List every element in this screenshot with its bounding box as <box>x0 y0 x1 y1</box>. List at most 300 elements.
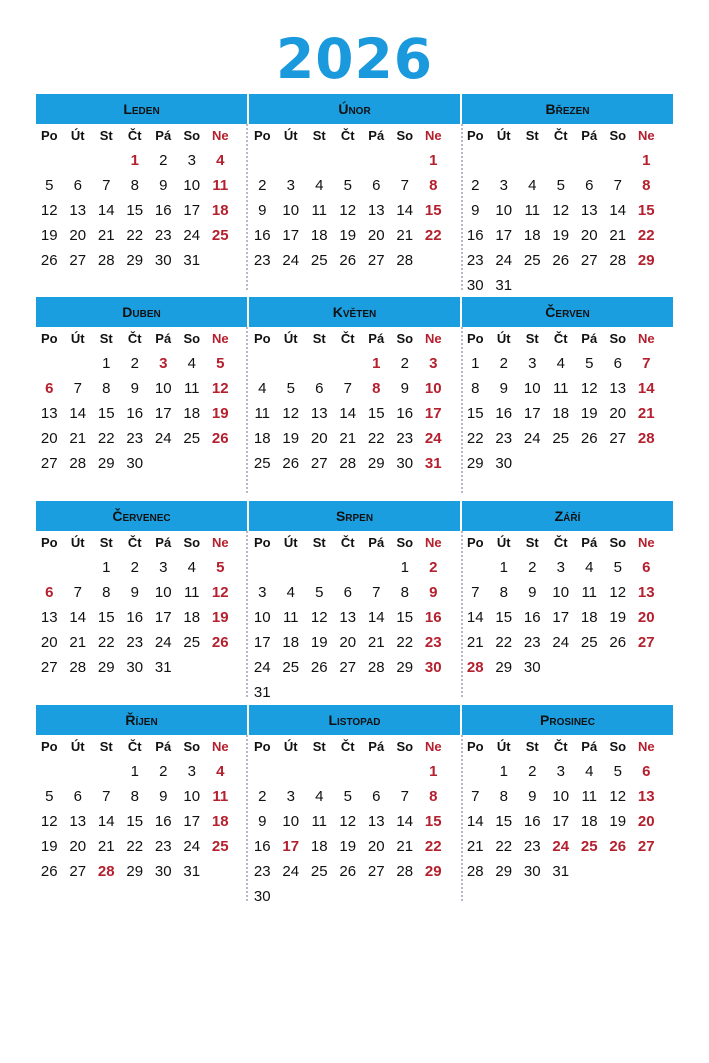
day-cell: 15 <box>466 405 484 422</box>
day-cell: 6 <box>585 177 594 194</box>
day-cell: 14 <box>609 202 627 219</box>
day-cell: 26 <box>211 430 229 447</box>
day-cell: 8 <box>499 788 508 805</box>
weekday-label: St <box>525 331 539 346</box>
day-cell: 20 <box>310 430 328 447</box>
day-cell: 15 <box>495 813 513 830</box>
day-cell: 30 <box>126 659 144 676</box>
day-cell: 8 <box>471 380 480 397</box>
day-cell: 15 <box>396 609 414 626</box>
day-cell: 3 <box>556 763 565 780</box>
weekday-label: St <box>99 128 113 143</box>
day-cell: 6 <box>613 355 622 372</box>
day-cell: 6 <box>343 584 352 601</box>
weekday-label: Ne <box>211 128 229 143</box>
day-cell: 17 <box>154 405 172 422</box>
empty-cell <box>604 148 633 173</box>
day-cell: 25 <box>310 863 328 880</box>
day-cell: 26 <box>40 863 58 880</box>
column-divider <box>246 735 248 901</box>
weekday-label: Pá <box>368 128 385 143</box>
day-cell: 24 <box>552 634 570 651</box>
weekday-label: So <box>183 331 201 346</box>
day-cell: 10 <box>253 609 271 626</box>
day-cell: 19 <box>211 609 229 626</box>
weekday-label: Po <box>253 535 271 550</box>
day-cell: 31 <box>495 277 513 294</box>
day-cell: 5 <box>343 177 352 194</box>
day-cell: 6 <box>372 788 381 805</box>
weekday-label: Út <box>70 128 85 143</box>
month-block <box>35 705 247 905</box>
weekday-label: Čt <box>340 739 355 754</box>
month-block <box>461 297 673 497</box>
day-cell: 2 <box>159 763 168 780</box>
weekday-label: Po <box>40 739 58 754</box>
month-name: Červen <box>461 297 673 327</box>
weekday-label: Čt <box>127 128 142 143</box>
day-cell: 28 <box>339 455 357 472</box>
day-cell: 18 <box>183 609 201 626</box>
day-cell: 14 <box>97 813 115 830</box>
day-cell: 4 <box>258 380 267 397</box>
day-cell: 24 <box>183 838 201 855</box>
day-cell: 31 <box>253 684 271 701</box>
day-cell: 20 <box>609 405 627 422</box>
column-divider <box>246 124 248 290</box>
day-cell: 16 <box>523 609 541 626</box>
day-cell: 10 <box>154 584 172 601</box>
day-cell: 19 <box>211 405 229 422</box>
day-cell: 7 <box>471 788 480 805</box>
day-cell: 22 <box>466 430 484 447</box>
day-cell: 12 <box>609 584 627 601</box>
empty-cell <box>305 759 334 784</box>
day-cell: 9 <box>499 380 508 397</box>
weekday-label: Pá <box>155 331 172 346</box>
month-name: Červenec <box>35 501 247 531</box>
day-cell: 15 <box>424 813 442 830</box>
day-cell: 4 <box>315 788 324 805</box>
day-cell: 3 <box>159 559 168 576</box>
month-block <box>461 705 673 905</box>
day-cell: 1 <box>499 763 508 780</box>
day-cell: 12 <box>339 813 357 830</box>
day-cell: 28 <box>97 863 115 880</box>
day-cell: 14 <box>367 609 385 626</box>
weekday-label: So <box>609 739 627 754</box>
month-block <box>248 297 460 497</box>
day-cell: 13 <box>310 405 328 422</box>
empty-cell <box>277 555 306 580</box>
weekday-label: Čt <box>127 331 142 346</box>
day-cell: 19 <box>40 227 58 244</box>
day-cell: 30 <box>424 659 442 676</box>
day-cell: 23 <box>466 252 484 269</box>
day-cell: 10 <box>424 380 442 397</box>
day-cell: 6 <box>642 559 651 576</box>
day-cell: 16 <box>495 405 513 422</box>
day-cell: 25 <box>523 252 541 269</box>
day-cell: 25 <box>580 838 598 855</box>
day-cell: 6 <box>45 380 54 397</box>
empty-cell <box>334 148 363 173</box>
day-cell: 10 <box>154 380 172 397</box>
month-day-grid <box>461 531 673 680</box>
weekday-label: Po <box>40 535 58 550</box>
column-divider <box>461 531 463 697</box>
empty-cell <box>334 351 363 376</box>
day-cell: 17 <box>424 405 442 422</box>
day-cell: 12 <box>40 202 58 219</box>
day-cell: 23 <box>495 430 513 447</box>
weekday-label: So <box>396 128 414 143</box>
weekday-label: Čt <box>553 535 568 550</box>
weekday-label: Pá <box>155 128 172 143</box>
day-cell: 26 <box>609 838 627 855</box>
empty-cell <box>64 555 93 580</box>
day-cell: 27 <box>310 455 328 472</box>
day-cell: 16 <box>424 609 442 626</box>
empty-cell <box>277 351 306 376</box>
day-cell: 2 <box>471 177 480 194</box>
day-cell: 25 <box>183 430 201 447</box>
weekday-label: Čt <box>340 128 355 143</box>
day-cell: 28 <box>97 252 115 269</box>
day-cell: 13 <box>40 405 58 422</box>
day-cell: 21 <box>396 838 414 855</box>
weekday-label: Čt <box>553 128 568 143</box>
day-cell: 20 <box>580 227 598 244</box>
day-cell: 4 <box>585 763 594 780</box>
weekday-label: Pá <box>368 535 385 550</box>
weekday-label: St <box>525 128 539 143</box>
empty-cell <box>248 351 277 376</box>
day-cell: 19 <box>552 227 570 244</box>
day-cell: 25 <box>282 659 300 676</box>
day-cell: 19 <box>609 813 627 830</box>
weekday-label: So <box>183 739 201 754</box>
weekday-label: So <box>396 739 414 754</box>
day-cell: 12 <box>40 813 58 830</box>
day-cell: 13 <box>637 584 655 601</box>
day-cell: 13 <box>580 202 598 219</box>
weekday-label: Út <box>496 128 511 143</box>
weekday-label: St <box>312 128 326 143</box>
day-cell: 12 <box>552 202 570 219</box>
day-cell: 7 <box>343 380 352 397</box>
day-cell: 11 <box>282 609 299 626</box>
empty-cell <box>391 759 420 784</box>
day-cell: 22 <box>97 634 115 651</box>
day-cell: 19 <box>339 227 357 244</box>
day-cell: 7 <box>613 177 622 194</box>
day-cell: 20 <box>367 227 385 244</box>
day-cell: 16 <box>154 813 172 830</box>
weekday-label: Út <box>283 331 298 346</box>
day-cell: 23 <box>126 430 144 447</box>
day-cell: 9 <box>400 380 409 397</box>
day-cell: 26 <box>339 252 357 269</box>
day-cell: 30 <box>396 455 414 472</box>
day-cell: 5 <box>343 788 352 805</box>
empty-cell <box>362 555 391 580</box>
day-cell: 1 <box>130 763 139 780</box>
month-name: Prosinec <box>461 705 673 735</box>
weekday-label: Pá <box>155 739 172 754</box>
day-cell: 15 <box>424 202 442 219</box>
day-cell: 12 <box>282 405 300 422</box>
day-cell: 29 <box>367 455 385 472</box>
day-cell: 11 <box>212 177 229 194</box>
empty-cell <box>391 148 420 173</box>
empty-cell <box>362 759 391 784</box>
day-cell: 8 <box>102 584 111 601</box>
weekday-label: St <box>99 739 113 754</box>
weekday-label: Pá <box>581 128 598 143</box>
day-cell: 9 <box>429 584 438 601</box>
month-row <box>35 94 673 294</box>
day-cell: 8 <box>429 177 438 194</box>
weekday-label: So <box>609 331 627 346</box>
day-cell: 26 <box>609 634 627 651</box>
empty-cell <box>35 555 64 580</box>
day-cell: 28 <box>396 252 414 269</box>
weekday-label: Út <box>496 331 511 346</box>
day-cell: 13 <box>367 202 385 219</box>
day-cell: 24 <box>183 227 201 244</box>
day-cell: 27 <box>339 659 357 676</box>
day-cell: 7 <box>400 788 409 805</box>
day-cell: 18 <box>211 813 229 830</box>
day-cell: 14 <box>339 405 357 422</box>
weekday-label: Pá <box>581 331 598 346</box>
day-cell: 13 <box>339 609 357 626</box>
empty-cell <box>35 148 64 173</box>
day-cell: 30 <box>154 252 172 269</box>
day-cell: 27 <box>69 863 87 880</box>
day-cell: 4 <box>585 559 594 576</box>
day-cell: 2 <box>159 152 168 169</box>
day-cell: 9 <box>159 788 168 805</box>
day-cell: 11 <box>311 202 328 219</box>
weekday-label: Út <box>283 128 298 143</box>
day-cell: 25 <box>211 838 229 855</box>
empty-cell <box>362 148 391 173</box>
day-cell: 14 <box>466 813 484 830</box>
day-cell: 18 <box>253 430 271 447</box>
day-cell: 7 <box>400 177 409 194</box>
day-cell: 23 <box>253 863 271 880</box>
month-name: Říjen <box>35 705 247 735</box>
day-cell: 14 <box>69 609 87 626</box>
weekday-label: Po <box>466 535 484 550</box>
day-cell: 14 <box>396 202 414 219</box>
day-cell: 3 <box>286 177 295 194</box>
day-cell: 23 <box>154 838 172 855</box>
empty-cell <box>64 759 93 784</box>
weekday-label: So <box>396 331 414 346</box>
day-cell: 1 <box>102 355 111 372</box>
weekday-label: Ne <box>424 331 442 346</box>
day-cell: 4 <box>216 763 225 780</box>
day-cell: 18 <box>523 227 541 244</box>
month-name: Únor <box>248 94 460 124</box>
day-cell: 9 <box>130 584 139 601</box>
month-name: Listopad <box>248 705 460 735</box>
weekday-label: St <box>99 331 113 346</box>
empty-cell <box>35 759 64 784</box>
weekday-label: Ne <box>637 128 655 143</box>
weekday-label: Čt <box>340 535 355 550</box>
day-cell: 18 <box>211 202 229 219</box>
day-cell: 22 <box>424 838 442 855</box>
day-cell: 6 <box>73 788 82 805</box>
day-cell: 22 <box>495 634 513 651</box>
day-cell: 25 <box>580 634 598 651</box>
day-cell: 8 <box>499 584 508 601</box>
day-cell: 10 <box>282 202 300 219</box>
day-cell: 2 <box>258 788 267 805</box>
day-cell: 21 <box>637 405 655 422</box>
empty-cell <box>305 351 334 376</box>
weekday-label: So <box>396 535 414 550</box>
day-cell: 27 <box>40 455 58 472</box>
day-cell: 9 <box>159 177 168 194</box>
day-cell: 3 <box>258 584 267 601</box>
weekday-label: Čt <box>127 535 142 550</box>
day-cell: 11 <box>254 405 271 422</box>
weekday-label: Ne <box>424 128 442 143</box>
month-name: Duben <box>35 297 247 327</box>
day-cell: 8 <box>130 788 139 805</box>
day-cell: 24 <box>523 430 541 447</box>
day-cell: 17 <box>523 405 541 422</box>
day-cell: 20 <box>637 609 655 626</box>
month-day-grid <box>35 327 247 476</box>
day-cell: 17 <box>282 227 300 244</box>
empty-cell <box>35 351 64 376</box>
day-cell: 29 <box>126 863 144 880</box>
month-name: Leden <box>35 94 247 124</box>
weekday-label: Pá <box>155 535 172 550</box>
day-cell: 3 <box>187 763 196 780</box>
weekday-label: St <box>525 739 539 754</box>
day-cell: 6 <box>642 763 651 780</box>
day-cell: 3 <box>556 559 565 576</box>
weekday-label: Út <box>496 739 511 754</box>
day-cell: 5 <box>45 788 54 805</box>
day-cell: 22 <box>637 227 655 244</box>
day-cell: 24 <box>552 838 570 855</box>
month-block <box>461 94 673 294</box>
day-cell: 26 <box>40 252 58 269</box>
column-divider <box>246 531 248 697</box>
day-cell: 1 <box>102 559 111 576</box>
empty-cell <box>248 555 277 580</box>
day-cell: 18 <box>580 813 598 830</box>
day-cell: 6 <box>45 584 54 601</box>
day-cell: 18 <box>183 405 201 422</box>
day-cell: 28 <box>69 659 87 676</box>
day-cell: 15 <box>126 202 144 219</box>
day-cell: 12 <box>211 380 229 397</box>
month-day-grid <box>248 124 460 273</box>
day-cell: 16 <box>523 813 541 830</box>
day-cell: 21 <box>69 634 87 651</box>
day-cell: 31 <box>183 252 201 269</box>
month-name: Srpen <box>248 501 460 531</box>
weekday-label: Ne <box>211 331 229 346</box>
weekday-label: Po <box>253 128 271 143</box>
day-cell: 19 <box>40 838 58 855</box>
empty-cell <box>461 555 490 580</box>
day-cell: 16 <box>126 405 144 422</box>
month-day-grid <box>248 735 460 909</box>
day-cell: 4 <box>216 152 225 169</box>
month-day-grid <box>248 327 460 476</box>
month-day-grid <box>35 124 247 273</box>
day-cell: 29 <box>126 252 144 269</box>
month-row <box>35 297 673 497</box>
day-cell: 16 <box>154 202 172 219</box>
day-cell: 28 <box>367 659 385 676</box>
empty-cell <box>64 148 93 173</box>
weekday-label: Čt <box>127 739 142 754</box>
day-cell: 24 <box>282 863 300 880</box>
day-cell: 1 <box>499 559 508 576</box>
day-cell: 14 <box>466 609 484 626</box>
day-cell: 5 <box>556 177 565 194</box>
day-cell: 30 <box>154 863 172 880</box>
day-cell: 30 <box>523 659 541 676</box>
month-block <box>35 501 247 701</box>
day-cell: 20 <box>69 227 87 244</box>
day-cell: 3 <box>528 355 537 372</box>
column-divider <box>246 327 248 493</box>
day-cell: 21 <box>97 227 115 244</box>
day-cell: 20 <box>40 634 58 651</box>
day-cell: 12 <box>580 380 598 397</box>
day-cell: 17 <box>253 634 271 651</box>
day-cell: 5 <box>613 763 622 780</box>
month-block <box>35 94 247 294</box>
weekday-label: Po <box>466 739 484 754</box>
day-cell: 7 <box>471 584 480 601</box>
weekday-label: Čt <box>340 331 355 346</box>
day-cell: 12 <box>609 788 627 805</box>
empty-cell <box>277 759 306 784</box>
day-cell: 21 <box>466 634 484 651</box>
day-cell: 23 <box>253 252 271 269</box>
weekday-label: Čt <box>553 739 568 754</box>
weekday-label: Ne <box>637 535 655 550</box>
day-cell: 30 <box>253 888 271 905</box>
month-row <box>35 501 673 701</box>
day-cell: 27 <box>367 252 385 269</box>
day-cell: 28 <box>396 863 414 880</box>
day-cell: 27 <box>367 863 385 880</box>
weekday-label: So <box>609 128 627 143</box>
day-cell: 1 <box>372 355 381 372</box>
day-cell: 17 <box>495 227 513 244</box>
day-cell: 25 <box>253 455 271 472</box>
empty-cell <box>305 148 334 173</box>
weekday-label: Ne <box>424 535 442 550</box>
day-cell: 30 <box>466 277 484 294</box>
weekday-label: Út <box>496 535 511 550</box>
month-day-grid <box>35 735 247 884</box>
